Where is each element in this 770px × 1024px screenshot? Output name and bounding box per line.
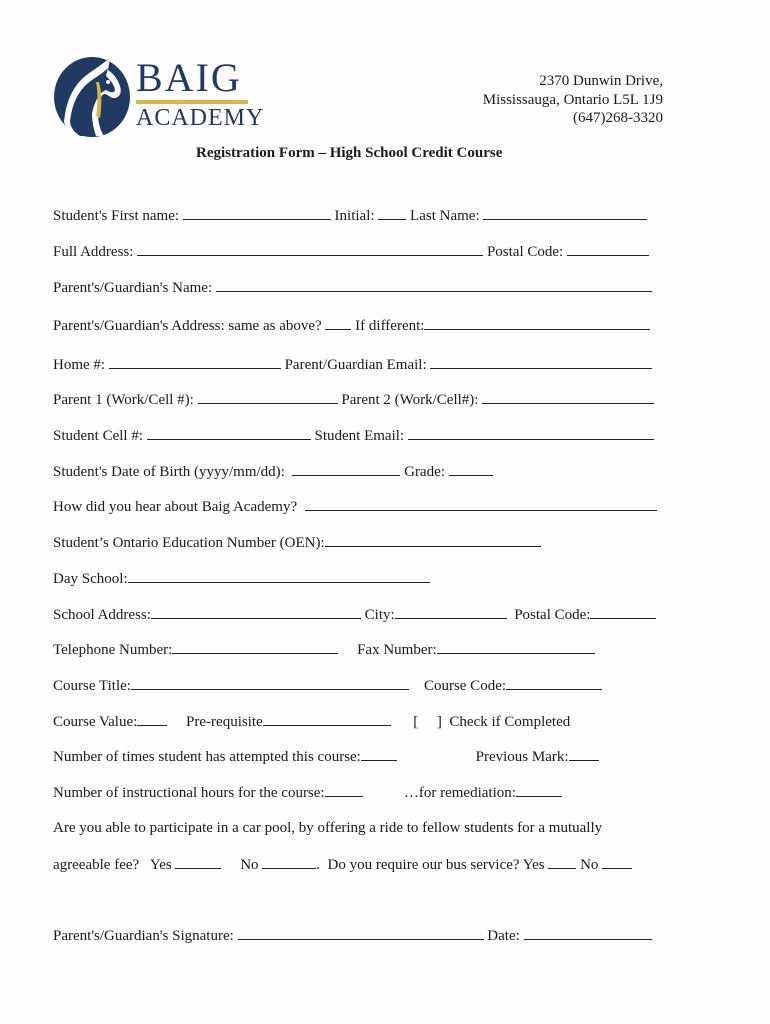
last-name-field[interactable] <box>483 206 647 220</box>
bus-no-label: No <box>580 857 599 873</box>
if-different-label: If different: <box>355 318 425 334</box>
previous-mark-label: Previous Mark: <box>475 749 569 765</box>
academy-address <box>483 72 663 128</box>
school-address-label: School Address: <box>53 607 151 623</box>
bus-yes-field[interactable] <box>548 855 576 869</box>
carpool-yes-label: agreeable fee? Yes <box>53 857 172 873</box>
carpool-no-label: No <box>240 857 259 873</box>
guardian-address-label: Parent's/Guardian's Address: same as above? <box>53 318 322 334</box>
signature-label: Parent's/Guardian's Signature: <box>53 928 234 944</box>
row-school-address <box>53 605 656 624</box>
row-phone-fax <box>53 640 595 659</box>
hear-about-label: How did you hear about Baig Academy? <box>53 499 298 515</box>
carpool-yes-field[interactable] <box>175 855 221 869</box>
student-cell-field[interactable] <box>147 426 311 440</box>
baig-academy-logo <box>52 52 265 140</box>
telephone-label: Telephone Number: <box>53 642 173 658</box>
row-attempts <box>53 747 599 766</box>
hours-label: Number of instructional hours for the course: <box>53 785 325 801</box>
date-field[interactable] <box>524 926 652 940</box>
logo-wordmark-baig: BAIG <box>136 55 242 100</box>
row-home-email <box>53 355 652 374</box>
check-completed-checkbox[interactable]: [ ] Check if Completed <box>413 714 571 730</box>
logo-wordmark-academy: ACADEMY <box>136 105 265 131</box>
guardian-name-label: Parent's/Guardian's Name: <box>53 280 213 296</box>
row-oen <box>53 533 541 552</box>
oen-field[interactable] <box>325 533 541 547</box>
horse-head-icon <box>52 52 134 138</box>
row-guardian-name <box>53 278 652 297</box>
prerequisite-field[interactable] <box>263 712 391 726</box>
guardian-name-field[interactable] <box>216 278 652 292</box>
telephone-field[interactable] <box>172 640 338 654</box>
row-dob-grade <box>53 462 493 481</box>
last-name-label: Last Name: <box>410 208 480 224</box>
remediation-label: …for remediation: <box>403 785 516 801</box>
city-field[interactable] <box>395 605 507 619</box>
bus-no-field[interactable] <box>602 855 632 869</box>
fax-label: Fax Number: <box>357 642 437 658</box>
first-name-field[interactable] <box>183 206 331 220</box>
hours-field[interactable] <box>325 783 363 797</box>
row-student-name <box>53 206 647 225</box>
initial-field[interactable] <box>378 206 406 220</box>
school-address-field[interactable] <box>151 605 361 619</box>
row-hours <box>53 783 562 802</box>
date-label: Date: <box>487 928 520 944</box>
signature-field[interactable] <box>238 926 484 940</box>
course-code-label: Course Code: <box>423 678 507 694</box>
initial-label: Initial: <box>334 208 375 224</box>
dob-field[interactable] <box>292 462 400 476</box>
bus-question-label: . Do you require our bus service? Yes <box>316 857 545 873</box>
first-name-label: Student's First name: <box>53 208 180 224</box>
row-student-contact <box>53 426 654 445</box>
oen-label: Student’s Ontario Education Number (OEN): <box>53 535 325 551</box>
day-school-label: Day School: <box>53 571 128 587</box>
row-signature <box>53 926 652 945</box>
home-field[interactable] <box>109 355 281 369</box>
dob-label: Student's Date of Birth (yyyy/mm/dd): <box>53 464 285 480</box>
attempts-label: Number of times student has attempted this course: <box>53 749 361 765</box>
full-address-label: Full Address: <box>53 244 134 260</box>
row-course-value <box>53 712 570 731</box>
parent2-field[interactable] <box>482 390 654 404</box>
grade-label: Grade: <box>404 464 445 480</box>
row-day-school <box>53 569 430 588</box>
row-parent-phones <box>53 390 654 409</box>
city-label: City: <box>364 607 395 623</box>
parent2-label: Parent 2 (Work/Cell#): <box>341 392 479 408</box>
school-postal-field[interactable] <box>590 605 656 619</box>
student-email-label: Student Email: <box>314 428 405 444</box>
course-title-field[interactable] <box>131 676 409 690</box>
same-as-above-field[interactable] <box>325 316 351 330</box>
address-phone: (647)268-3320 <box>573 110 663 126</box>
course-value-field[interactable] <box>137 712 167 726</box>
address-street: 2370 Dunwin Drive, <box>539 73 663 89</box>
parent1-label: Parent 1 (Work/Cell #): <box>53 392 194 408</box>
row-guardian-address <box>53 316 650 335</box>
parent1-field[interactable] <box>198 390 338 404</box>
row-carpool-answer <box>53 855 632 874</box>
course-title-label: Course Title: <box>53 678 131 694</box>
row-course-title <box>53 676 602 695</box>
carpool-no-field[interactable] <box>262 855 316 869</box>
previous-mark-field[interactable] <box>569 747 599 761</box>
home-label: Home #: <box>53 357 106 373</box>
student-cell-label: Student Cell #: <box>53 428 143 444</box>
guardian-email-field[interactable] <box>430 355 652 369</box>
remediation-field[interactable] <box>516 783 562 797</box>
postal-code-label: Postal Code: <box>486 244 564 260</box>
row-full-address <box>53 242 649 261</box>
postal-code-field[interactable] <box>567 242 649 256</box>
address-city: Mississauga, Ontario L5L 1J9 <box>482 91 663 108</box>
carpool-question-text: Are you able to participate in a car pool, by offering a ride to fellow students for a mutually <box>53 820 603 836</box>
day-school-field[interactable] <box>128 569 430 583</box>
row-hear-about <box>53 497 657 516</box>
fax-field[interactable] <box>437 640 595 654</box>
student-email-field[interactable] <box>408 426 654 440</box>
attempts-field[interactable] <box>361 747 397 761</box>
guardian-email-label: Parent/Guardian Email: <box>284 357 427 373</box>
if-different-field[interactable] <box>424 316 650 330</box>
row-carpool-question <box>53 819 602 837</box>
prerequisite-label: Pre-requisite <box>186 714 263 730</box>
course-code-field[interactable] <box>506 676 602 690</box>
school-postal-label: Postal Code: <box>514 607 591 623</box>
full-address-field[interactable] <box>137 242 483 256</box>
grade-field[interactable] <box>449 462 493 476</box>
hear-about-field[interactable] <box>305 497 657 511</box>
course-value-label: Course Value: <box>53 714 138 730</box>
form-title: Registration Form – High School Credit Course <box>196 145 503 161</box>
